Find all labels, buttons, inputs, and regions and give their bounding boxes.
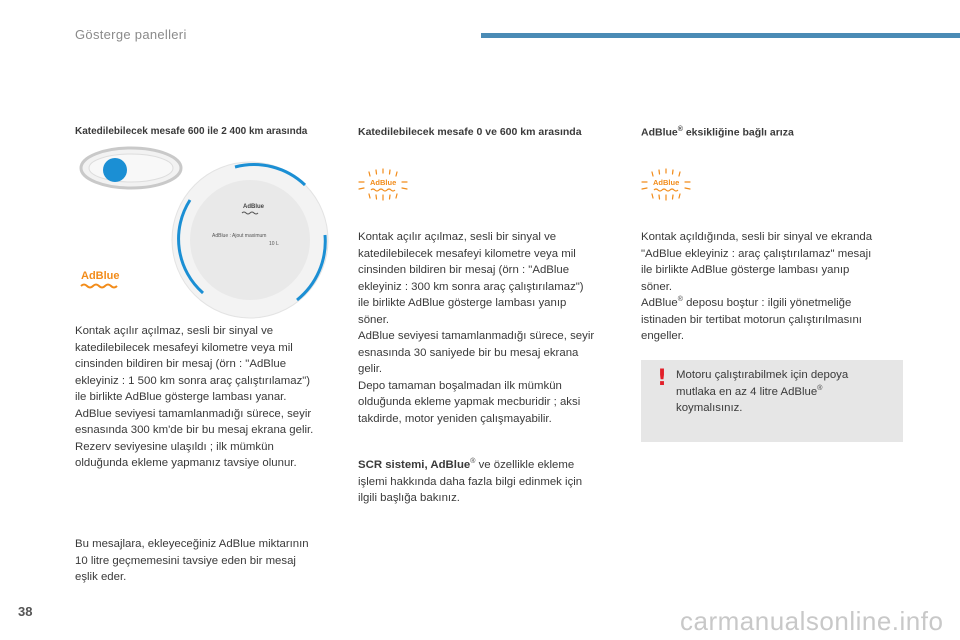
text-line: ekleyiniz : 1 500 km sonra araç çalıştırılamaz") [75,374,311,387]
blue-indicator-icon [103,158,127,182]
adblue-flashing-icon [358,168,408,202]
registered-mark: ® [677,126,683,133]
text-line: Kontak açıldığında, sesli bir sinyal ve ekranda [641,231,873,243]
text-line: Depo tamaman boşalmadan ilk mümkün [358,379,562,392]
text-line [358,457,582,474]
text-line: esnasında 300 km'de bir bu mesaj ekrana gelir. [75,424,314,436]
display-adblue-label: AdBlue [243,204,264,210]
text-line: "AdBlue ekleyiniz : araç çalıştırılamaz" mesajı [641,247,872,260]
warning-text [676,367,848,417]
text-line: katedilebilecek mesafeyi kilometre veya mil [358,247,576,260]
text-line: AdBlue seviyesi tamamlanmadığı sürece, seyir [358,330,595,342]
text-line: olduğunda ekleme yapmak mecburidir ; aksi [358,396,581,408]
warning-box [641,360,903,442]
text-line: takdirde, motor yeniden çalışmayabilir. [358,412,552,425]
text-line: koymalısınız. [676,402,743,414]
display-message-line1: AdBlue : Ajout maximum [212,233,267,239]
section-title: Gösterge panelleri [75,27,187,42]
header-accent-bar [481,33,960,38]
text-line: Rezerv seviyesine ulaşıldı ; ilk mümkün [75,440,274,453]
col1-paragraph-1 [75,323,313,472]
watermark: carmanualsonline.info [680,606,944,636]
instrument-cluster-illustration [75,145,335,320]
text-line: engeller. [641,330,685,342]
text-line: gelir. [358,363,383,375]
text-line: Kontak açılır açılmaz, sesli bir sinyal ve [358,231,557,243]
adblue-indicator-label: AdBlue [81,270,120,282]
text-line: esnasında 30 saniyede bir bu mesaj ekrana [358,346,579,359]
scr-bold-text: SCR sistemi, AdBlue [358,459,471,471]
display-message-line2: 10 L [269,241,279,247]
text-fragment: AdBlue [641,297,678,309]
registered-mark: ® [817,384,823,392]
col3-paragraph [641,229,872,345]
text-line: Bu mesajlara, ekleyeceğiniz AdBlue miktarının [75,538,309,550]
text-line: ile birlikte AdBlue gösterge lambası yanıp [641,264,850,276]
text-line: 10 litre geçmemesini tavsiye eden bir mesaj [75,554,296,567]
text-line [641,295,872,312]
text-line: AdBlue seviyesi tamamlanmadığı sürece, seyir [75,407,312,420]
col2-paragraph-1 [358,229,594,427]
col3-heading-pre: AdBlue [641,126,678,139]
text-line: ilgili başlığa bakınız. [358,492,460,504]
text-line: olduğunda ekleme yapmanız tavsiye olunur. [75,457,297,469]
text-line: eşlik eder. [75,571,127,583]
text-line: Motoru çalıştırabilmek için depoya [676,369,849,381]
registered-mark: ® [677,296,683,304]
text-line: ile birlikte AdBlue gösterge lambası yanar. [75,391,287,403]
page-number: 38 [18,604,33,619]
exclamation-icon: ! [657,366,668,391]
text-line: katedilebilecek mesafeyi kilometre veya mil [75,341,293,354]
text-fragment: mutlaka en az 4 litre AdBlue [676,385,818,398]
text-line: söner. [641,280,673,293]
text-line: cinsinden bildiren bir mesaj (örn : "AdBlue [75,358,287,370]
scr-rest-text: ve özellikle ekleme [475,459,575,471]
text-line: ile birlikte AdBlue gösterge lambası yanıp [358,297,567,309]
text-line: istinaden bir tertibat motorun çalıştırılmasını [641,313,862,326]
col3-heading-post: eksikliğine bağlı arıza [682,126,794,139]
registered-mark: ® [470,458,476,466]
text-line: cinsinden bildiren bir mesaj (örn : "AdBlue [358,264,570,276]
col1-paragraph-2 [75,536,309,586]
text-line [676,384,848,401]
col2-heading: Katedilebilecek mesafe 0 ve 600 km arasında [358,126,582,138]
col1-heading: Katedilebilecek mesafe 600 ile 2 400 km arasında [75,126,308,137]
text-line: işlemi hakkında daha fazla bilgi edinmek için [358,475,583,488]
adblue-wave-icon [81,285,117,288]
text-line: söner. [358,313,390,326]
adblue-flashing-icon [641,168,691,202]
adblue-icon-label: AdBlue [653,178,680,187]
text-line: ekleyiniz : 300 km sonra araç çalıştırılamaz") [358,280,584,293]
text-line: Kontak açılır açılmaz, sesli bir sinyal ve [75,325,274,337]
text-fragment: deposu boştur : ilgili yönetmeliğe [682,297,852,309]
col3-heading [641,126,794,139]
col2-scr-paragraph [358,457,582,507]
adblue-icon-label: AdBlue [370,178,397,187]
